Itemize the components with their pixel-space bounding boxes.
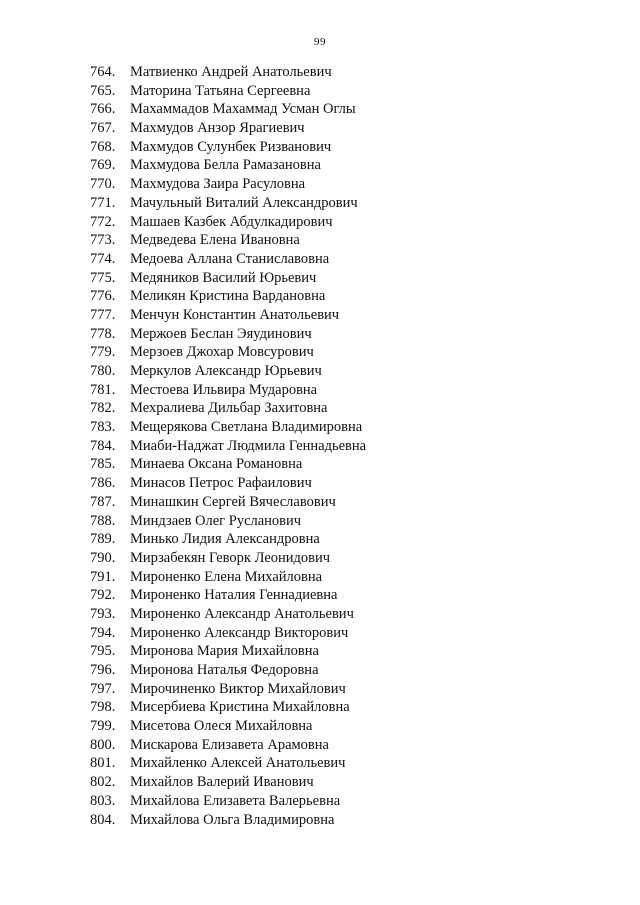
entry-number: 801.	[90, 755, 116, 772]
entry-name: Матвиенко Андрей Анатольевич	[130, 64, 332, 80]
entry-number: 777.	[90, 306, 116, 323]
entry-number: 803.	[90, 792, 116, 809]
entry-number: 789.	[90, 531, 116, 548]
list-item	[90, 493, 366, 512]
entry-name: Миндзаев Олег Русланович	[130, 512, 302, 529]
list-item	[90, 792, 366, 811]
list-item	[90, 399, 366, 418]
list-item	[90, 82, 366, 101]
entry-number: 790.	[90, 549, 116, 566]
entry-name: Местоева Ильвира Мударовна	[130, 381, 318, 398]
entry-number: 781.	[90, 381, 116, 398]
entry-name: Мещерякова Светлана Владимировна	[130, 419, 363, 436]
list-item	[90, 568, 366, 587]
list-item	[90, 549, 366, 568]
list-item	[90, 119, 366, 138]
list-item	[90, 269, 366, 288]
name-list	[90, 63, 366, 829]
entry-number: 802.	[90, 774, 116, 791]
entry-number: 773.	[90, 232, 116, 249]
entry-number: 785.	[90, 456, 116, 473]
entry-number: 767.	[90, 120, 116, 137]
entry-name: Миронова Наталья Федоровна	[130, 662, 319, 678]
entry-name: Менчун Константин Анатольевич	[130, 306, 340, 323]
list-item	[90, 213, 366, 232]
entry-name: Мехралиева Дильбар Захитовна	[130, 400, 328, 417]
entry-number: 787.	[90, 493, 116, 510]
entry-number: 784.	[90, 437, 116, 454]
entry-number: 764.	[90, 64, 116, 80]
list-item	[90, 194, 366, 213]
entry-name: Махмудова Заира Расуловна	[130, 176, 306, 193]
entry-number: 791.	[90, 568, 116, 585]
entry-name: Махмудов Сулунбек Ризванович	[130, 138, 332, 155]
entry-number: 804.	[90, 811, 116, 828]
entry-number: 769.	[90, 157, 116, 174]
entry-name: Михайлова Елизавета Валерьевна	[130, 792, 341, 809]
entry-name: Мирзабекян Геворк Леонидович	[130, 549, 331, 566]
list-item	[90, 156, 366, 175]
entry-name: Мачульный Виталий Александрович	[130, 194, 358, 211]
entry-number: 786.	[90, 475, 116, 492]
entry-name: Мироненко Александр Анатольевич	[130, 605, 354, 622]
entry-name: Михайлов Валерий Иванович	[130, 774, 314, 791]
entry-number: 794.	[90, 624, 116, 641]
list-item	[90, 175, 366, 194]
entry-number: 799.	[90, 718, 116, 735]
list-item	[90, 474, 366, 493]
entry-name: Маторина Татьяна Сергеевна	[130, 82, 311, 99]
list-item	[90, 605, 366, 624]
entry-name: Мироненко Наталия Геннадиевна	[130, 587, 338, 604]
entry-name: Меркулов Александр Юрьевич	[130, 363, 322, 379]
entry-number: 782.	[90, 400, 116, 417]
entry-name: Мерзоев Джохар Мовсурович	[130, 344, 314, 361]
list-item	[90, 586, 366, 605]
entry-number: 766.	[90, 101, 116, 118]
entry-name: Михайленко Алексей Анатольевич	[130, 755, 346, 772]
entry-number: 795.	[90, 643, 116, 660]
entry-number: 771.	[90, 194, 116, 211]
list-item	[90, 624, 366, 643]
entry-name: Мисетова Олеся Михайловна	[130, 718, 313, 735]
entry-number: 780.	[90, 363, 116, 379]
list-item	[90, 698, 366, 717]
list-item	[90, 717, 366, 736]
entry-name: Миаби-Наджат Людмила Геннадьевна	[130, 437, 367, 454]
list-item	[90, 343, 366, 362]
entry-name: Минасов Петрос Рафаилович	[130, 475, 312, 492]
list-item	[90, 736, 366, 755]
entry-name: Медоева Аллана Станиславовна	[130, 250, 330, 267]
entry-number: 768.	[90, 138, 116, 155]
entry-name: Медяников Василий Юрьевич	[130, 269, 317, 286]
list-item	[90, 642, 366, 661]
list-item	[90, 306, 366, 325]
entry-number: 797.	[90, 680, 116, 697]
entry-number: 796.	[90, 662, 116, 678]
entry-name: Махмудов Анзор Ярагиевич	[130, 120, 305, 137]
list-item	[90, 811, 366, 830]
entry-name: Миронова Мария Михайловна	[130, 643, 319, 660]
list-item	[90, 530, 366, 549]
list-item	[90, 231, 366, 250]
list-item	[90, 100, 366, 119]
entry-name: Мироненко Александр Викторович	[130, 624, 349, 641]
list-item	[90, 680, 366, 699]
entry-name: Мискарова Елизавета Арамовна	[130, 736, 329, 753]
entry-number: 774.	[90, 250, 116, 267]
list-item	[90, 418, 366, 437]
list-item	[90, 773, 366, 792]
entry-name: Минаева Оксана Романовна	[130, 456, 303, 473]
entry-number: 788.	[90, 512, 116, 529]
entry-name: Махмудова Белла Рамазановна	[130, 157, 321, 174]
entry-name: Мисербиева Кристина Михайловна	[130, 699, 350, 716]
page-number: 99	[314, 36, 326, 48]
list-item	[90, 754, 366, 773]
list-item	[90, 287, 366, 306]
entry-name: Мержоев Беслан Эяудинович	[130, 325, 312, 342]
entry-name: Меликян Кристина Вардановна	[130, 288, 326, 305]
list-item	[90, 63, 366, 82]
entry-number: 793.	[90, 605, 116, 622]
list-item	[90, 138, 366, 157]
entry-name: Михайлова Ольга Владимировна	[130, 811, 335, 828]
entry-name: Махаммадов Махаммад Усман Оглы	[130, 101, 356, 118]
list-item	[90, 437, 366, 456]
list-item	[90, 362, 366, 381]
entry-number: 800.	[90, 736, 116, 753]
entry-number: 783.	[90, 419, 116, 436]
entry-number: 778.	[90, 325, 116, 342]
entry-name: Мирочиненко Виктор Михайлович	[130, 680, 346, 697]
entry-name: Машаев Казбек Абдулкадирович	[130, 213, 333, 230]
entry-number: 775.	[90, 269, 116, 286]
entry-name: Минашкин Сергей Вячеславович	[130, 493, 336, 510]
entry-name: Мироненко Елена Михайловна	[130, 568, 323, 585]
entry-number: 792.	[90, 587, 116, 604]
list-item	[90, 325, 366, 344]
entry-number: 770.	[90, 176, 116, 193]
list-item	[90, 381, 366, 400]
list-item	[90, 512, 366, 531]
list-item	[90, 250, 366, 269]
list-item	[90, 455, 366, 474]
entry-number: 776.	[90, 288, 116, 305]
entry-number: 765.	[90, 82, 116, 99]
entry-name: Минько Лидия Александровна	[130, 531, 320, 548]
entry-number: 798.	[90, 699, 116, 716]
entry-number: 772.	[90, 213, 116, 230]
list-item	[90, 661, 366, 680]
entry-name: Медведева Елена Ивановна	[130, 232, 300, 249]
entry-number: 779.	[90, 344, 116, 361]
